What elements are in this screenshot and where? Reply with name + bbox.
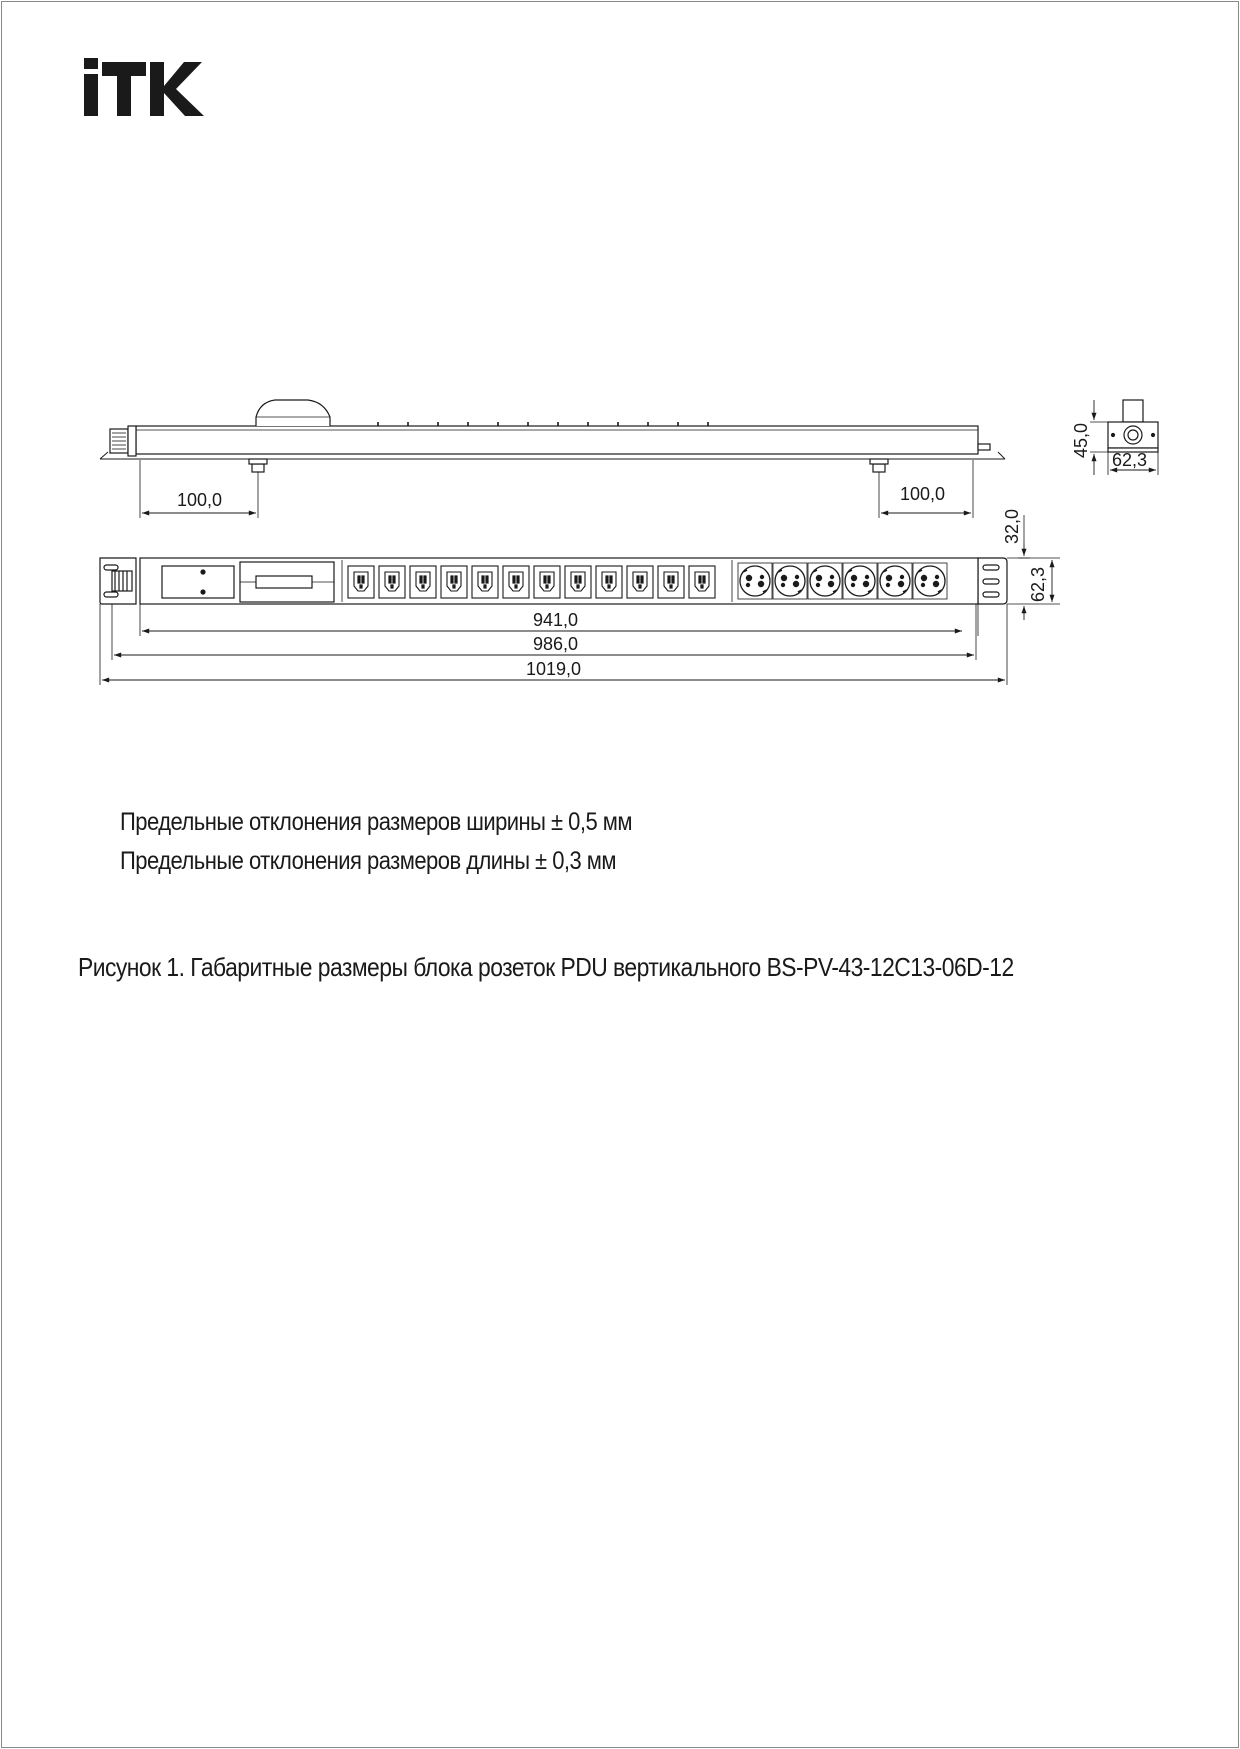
c13-outlet [441,566,467,598]
c13-outlet [534,566,560,598]
length-tolerance-note: Предельные отклонения размеров длины ± 0,3 мм [120,847,616,875]
dim-end-width: 62,3 [1112,450,1148,470]
c13-outlet [348,566,374,598]
dim-1019: 1019,0 [526,659,582,679]
c13-outlet [379,566,405,598]
c13-outlet [596,566,622,598]
c13-outlet [410,566,436,598]
figure-caption: Рисунок 1. Габаритные размеры блока розеток PDU вертикального BS-PV-43-12C13-06D-12 [78,952,1014,982]
schuko-outlet [878,563,912,599]
dim-side-right: 100,0 [900,484,946,504]
schuko-outlet [773,563,807,599]
width-tolerance-note: Предельные отклонения размеров ширины ± 0,5 мм [120,808,632,836]
dim-end-height: 45,0 [1071,422,1091,458]
schuko-outlet [738,563,772,599]
c13-outlet [472,566,498,598]
c13-outlet [503,566,529,598]
c13-outlet [565,566,591,598]
c13-outlet [689,566,715,598]
dim-986: 986,0 [533,634,579,654]
schuko-outlet [843,563,877,599]
schuko-outlet [808,563,842,599]
itk-logo [84,58,204,116]
dim-side-left: 100,0 [177,490,223,510]
c13-outlet [658,566,684,598]
dim-front-height: 62,3 [1028,566,1048,602]
pdu-dimension-drawing [0,380,1240,700]
dim-941: 941,0 [533,610,579,630]
schuko-outlet [913,563,947,599]
c13-outlet [627,566,653,598]
dim-bracket-offset: 32,0 [1002,508,1022,544]
side-view [100,400,1005,518]
